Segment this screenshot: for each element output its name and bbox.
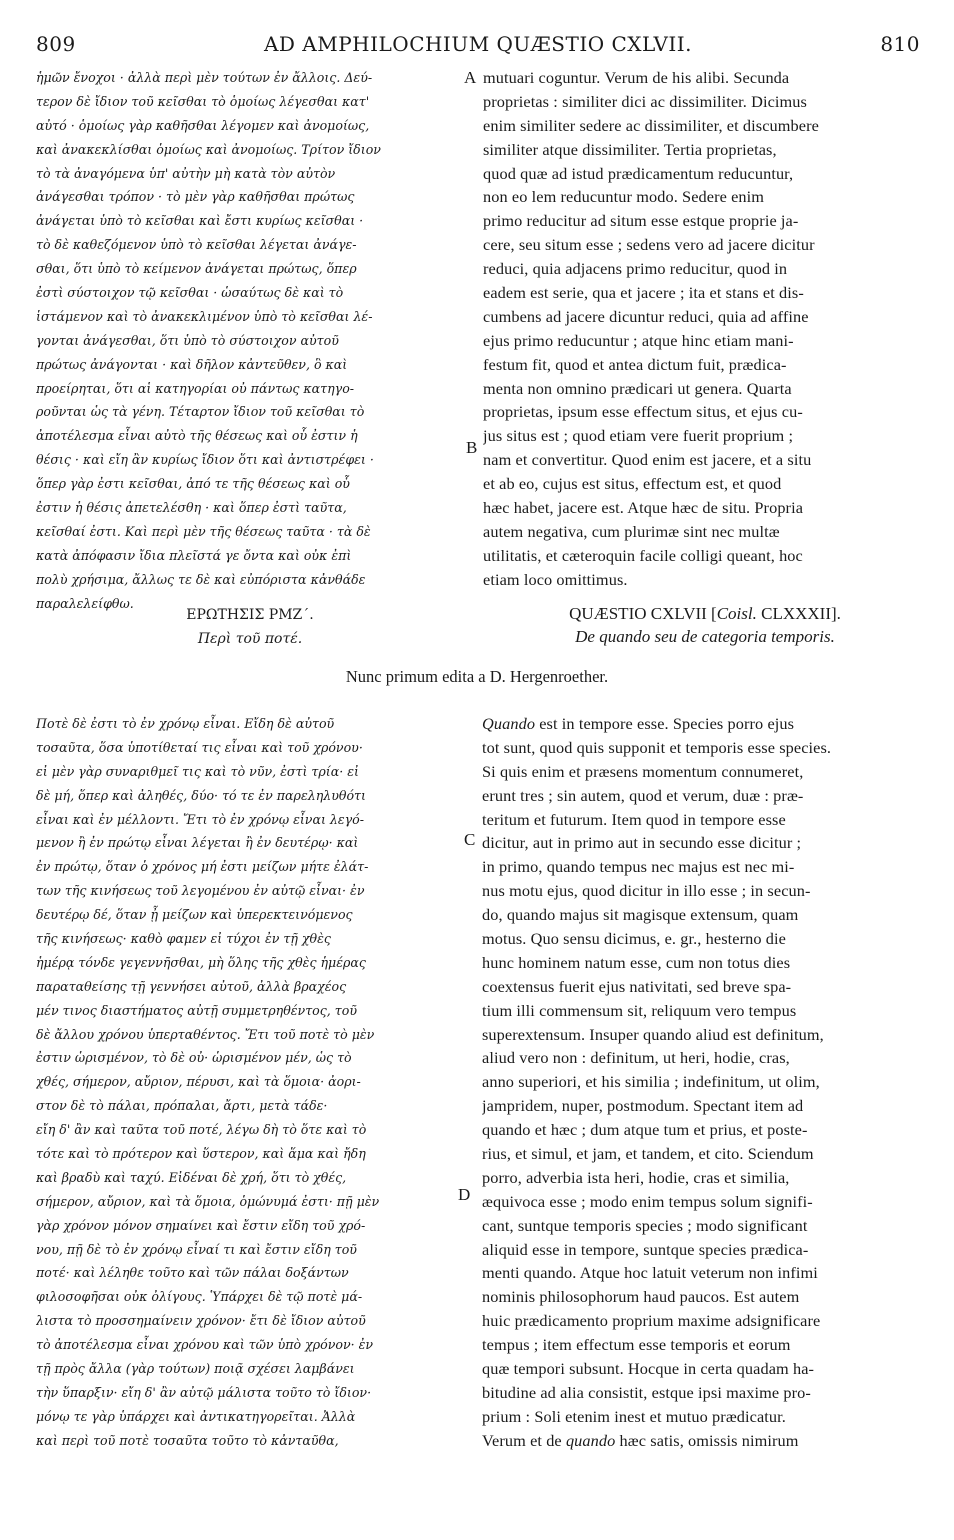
greek-text-line: παραλελείφθω.	[36, 595, 134, 611]
latin-text-line: Si quis enim et præsens momentum connumeret,	[482, 761, 804, 781]
greek-text-line: δευτέρῳ δέ, ὅταν ᾖ μείζων καὶ ὑπερεκτεινόμενος	[36, 907, 353, 923]
latin-text-line: etiam loco omittimus.	[483, 569, 628, 589]
edition-note: Nunc primum edita a D. Hergenroether.	[345, 667, 609, 686]
latin-text-line: cant, suntque temporis species ; modo significant	[482, 1215, 808, 1235]
greek-text-line: δὲ ἄλλου χρόνου ὑπερταθέντος. Ἔτι τοῦ ποτὲ τὸ μὲν	[36, 1026, 375, 1042]
greek-text-line: πρώτως ἀνάγονται · καὶ δῆλον κἀντεῦθεν, ὃ καὶ	[36, 356, 348, 372]
latin-text-line: tot sunt, quod quis supponit et temporis esse species.	[482, 737, 832, 757]
latin-text-line: anno superiori, et his similia ; indefinitum, ut olim,	[482, 1072, 820, 1092]
greek-question-subtitle: Περὶ τοῦ ποτέ.	[197, 631, 303, 647]
greek-text-line: τὸ δὲ καθεζόμενον ὑπὸ τὸ κεῖσθαι λέγεται ἀνάγε-	[36, 237, 357, 253]
greek-text-line: ποτέ· καὶ λέληθε τοῦτο καὶ τῶν πάλαι δοξάντων	[36, 1265, 349, 1281]
greek-text-line: καὶ βραδὺ καὶ ταχύ. Εἰδέναι δὲ χρή, ὅτι τὸ χθές,	[36, 1169, 347, 1185]
latin-text-line: cumbens ad jacere dicuntur reduci, quia ad affine	[483, 306, 809, 326]
latin-question-subtitle: De quando seu de categoria temporis.	[575, 627, 835, 646]
latin-text-line: menta non omnino prædicari ut genera. Quarta	[483, 378, 792, 398]
margin-marker-b: B	[466, 438, 478, 457]
latin-text-line: bitudine ad alia consistit, estque ipsi maxime pro-	[482, 1382, 811, 1402]
latin-text-line: menti quando. Atque hoc latuit veterum non infimi	[482, 1263, 818, 1283]
greek-text-line: ἱστάμενον καὶ τὸ ἀνακεκλιμένον ὑπὸ τὸ κεῖσθαι λέ-	[36, 308, 373, 324]
greek-text-line: θέσις · καὶ εἴη ἂν κυρίως ἴδιον ὅτι καὶ ἀντιστρέφει ·	[36, 452, 374, 468]
greek-text-line: ἡμέρᾳ τόνδε γεγεννῆσθαι, μὴ ὅλης τῆς χθὲς ἡμέρας	[36, 954, 366, 970]
greek-text-line: αὐτό · ὁμοίως γὰρ καθῆσθαι λέγομεν καὶ ἀνομοίως,	[36, 117, 370, 133]
greek-text-line: δὲ μή, ὅπερ καὶ ἀληθές, δύο· τό τε ἐν παρεληλυθότι	[36, 787, 366, 803]
greek-text-line: σθαι, ὅτι ὑπὸ τὸ κείμενον ἀνάγεται πρώτως, ὅπερ	[36, 261, 357, 277]
greek-text-line: καὶ περὶ τοῦ ποτὲ τοσαῦτα τοῦτο τὸ κἀνταῦθα,	[36, 1432, 339, 1448]
latin-text-line: aliquid esse in tempore, suntque species prædica-	[482, 1239, 809, 1259]
latin-text-line: et ab eo, cujus est situs, effectum est, et quod	[483, 474, 782, 494]
latin-text-line: nus motu ejus, quod dicitur in illo esse ; in secun-	[482, 881, 811, 901]
greek-text-line: ἀνάγεσθαι τρόπον · τὸ μὲν γὰρ καθῆσθαι πρώτως	[36, 189, 355, 205]
greek-text-line: εἴη δ' ἂν καὶ ταῦτα τοῦ ποτέ, λέγω δὴ τὸ ὅτε καὶ τὸ	[36, 1122, 367, 1138]
latin-text-line: superextensum. Insuper quando aliud est definitum,	[482, 1024, 824, 1044]
greek-text-line: χθές, σήμερον, αὔριον, πέρυσι, καὶ τὰ ὅμοια· ἀορι-	[36, 1074, 361, 1090]
latin-text-line: hunc hominem natum esse, cum non totus dies	[482, 952, 791, 972]
latin-text-line: festum fit, quod et antea dictum fuit, prædica-	[483, 354, 787, 374]
margin-marker-d: D	[458, 1185, 471, 1204]
latin-text-line: æquivoca esse ; modo enim tempus solum signifi-	[482, 1191, 813, 1211]
greek-text-line: πολὺ χρήσιμα, ἄλλως τε δὲ καὶ εὐπόριστα κἀνθάδε	[36, 571, 366, 587]
latin-text-line: nominis philosophorum haud paucos. Est autem	[482, 1287, 800, 1307]
latin-text-line: proprietas : similiter dici ac dissimiliter. Dicimus	[483, 91, 807, 111]
latin-text-line: tium illi commensum sit, reliquum vero tempus	[482, 1000, 797, 1020]
latin-text-line: dicitur, aut in primo aut in secundo esse dicitur ;	[482, 833, 802, 853]
greek-text-line: κατὰ ἀπόφασιν ἴδια πλεῖστά γε ὄντα καὶ οὐκ ἐπὶ	[36, 547, 352, 563]
latin-text-line: reduci, quia adjacens primo reducitur, quod in	[483, 259, 788, 279]
latin-text-line: autem negativa, cum plurimæ sint nec multæ	[483, 521, 780, 541]
page-number-left: 809	[36, 32, 76, 56]
greek-question-title: ΕΡΩΤΗΣΙΣ ΡΜΖ΄.	[186, 607, 314, 623]
greek-text-line: τὸ ἀποτέλεσμα εἶναι χρόνου καὶ τῶν ὑπὸ χρόνον· ἐν	[36, 1337, 374, 1353]
greek-text-line: τῆς κινήσεως· καθὸ φαμεν εἰ τύχοι ἐν τῇ χθὲς	[36, 931, 331, 947]
greek-text-line: τερον δὲ ἴδιον τοῦ κεῖσθαι τὸ ὁμοίως λέγεσθαι κατ'	[36, 93, 370, 109]
greek-text-line: τοσαῦτα, ὅσα ὑποτίθεταί τις εἶναι καὶ τοῦ χρόνου·	[36, 739, 363, 755]
greek-text-line: τῇ πρὸς ἄλλα (γὰρ τούτων) ποιᾷ σχέσει λαμβάνει	[36, 1361, 355, 1377]
latin-text-line: proprietas, ipsum esse effectum situs, et ejus cu-	[483, 402, 803, 422]
greek-text-line: μέν τινος διαστήματος αὐτῇ συμμετρηθέντος, τοῦ	[36, 1002, 358, 1018]
latin-text-line: jampridem, nuper, postmodum. Spectant item ad	[482, 1096, 804, 1116]
greek-column-upper	[36, 66, 456, 615]
greek-column-lower	[36, 712, 456, 1453]
latin-text-line: Verum et de quando hæc satis, omissis nimirum	[482, 1430, 799, 1450]
latin-text-line: porro, adverbia ista heri, hodie, cras et similia,	[482, 1167, 790, 1187]
greek-text-line: των τῆς κινήσεως τοῦ λεγομένου ἐν αὐτῷ εἶναι· ἐν	[36, 883, 365, 899]
greek-text-line: ἐστιν ὡρισμένον, τὸ δὲ οὐ· ὡρισμένον μέν, ὡς τὸ	[36, 1050, 352, 1066]
latin-text-line: prium : Soli etenim inest et mutuo prædicatur.	[482, 1406, 786, 1426]
greek-text-line: κεῖσθαί ἐστι. Καὶ περὶ μὲν τῆς θέσεως ταῦτα · τὰ δὲ	[36, 523, 371, 539]
latin-text-line: in primo, quando tempus nec majus est nec mi-	[482, 857, 795, 877]
latin-text-line: ejus primo reducuntur ; atque hinc etiam mani-	[483, 330, 794, 350]
latin-text-line: eadem est serie, qua et jacere ; ita et stans et dis-	[483, 283, 804, 303]
latin-text-line: jus situs est ; quod etiam vere fuerit proprium ;	[483, 426, 794, 446]
greek-text-line: Ποτὲ δὲ ἐστι τὸ ἐν χρόνῳ εἶναι. Εἴδη δὲ αὐτοῦ	[36, 716, 335, 731]
greek-text-line: εἰ μὲν γὰρ συναριθμεῖ τις καὶ τὸ νῦν, ἐστὶ τρία· εἰ	[36, 763, 359, 779]
latin-text-line: quæ tempori subsunt. Hocque in certa quadam ha-	[482, 1359, 815, 1379]
greek-text-line: γὰρ χρόνον μόνον σημαίνει καὶ ἔστιν εἴδη τοῦ χρό-	[36, 1217, 366, 1233]
greek-text-line: ὅπερ γὰρ ἐστι κεῖσθαι, ἀπό τε τῆς θέσεως καὶ οὗ	[36, 476, 350, 492]
greek-text-line: προείρηται, ὅτι αἱ κατηγορίαι οὐ πάντως κατηγο-	[36, 380, 355, 396]
page-number-right: 810	[880, 32, 920, 56]
latin-column-upper	[483, 66, 921, 592]
margin-marker-c: C	[464, 830, 476, 849]
running-header	[36, 32, 920, 60]
latin-text-line: similiter atque dissimiliter. Tertia proprietas,	[483, 139, 777, 159]
latin-text-line: tempus ; item effectum esse temporis et eorum	[482, 1335, 791, 1355]
latin-text-line: Quando est in tempore esse. Species porro ejus	[482, 714, 795, 733]
latin-text-line: cere, seu situm esse ; sedens vero ad jacere dicitur	[483, 235, 815, 255]
latin-text-line: erunt tres ; sin autem, quod et verum, duæ : præ-	[482, 785, 804, 805]
greek-text-line: μόνῳ τε γὰρ ὑπάρχει καὶ ἀντικατηγορεῖται. Ἀλλὰ	[36, 1408, 356, 1424]
latin-text-line: utilitatis, et cæteroquin facile colligi queant, hoc	[483, 545, 803, 565]
latin-question-heading	[505, 602, 905, 648]
greek-text-line: μενον ἢ ἐν πρώτῳ εἶναι λέγεται ἢ ἐν δευτέρῳ· καὶ	[36, 835, 359, 851]
greek-text-line: καὶ ἀνακεκλίσθαι ὁμοίως καὶ ἀνομοίως. Τρίτον ἴδιον	[36, 141, 381, 157]
greek-text-line: ἀποτέλεσμα εἶναι αὐτὸ τῆς θέσεως καὶ οὗ ἐστιν ἡ	[36, 428, 358, 444]
greek-text-line: ἡμῶν ἔνοχοι · ἀλλὰ περὶ μὲν τούτων ἐν ἄλλοις. Δεύ-	[36, 70, 373, 85]
greek-text-line: παραταθείσης τῇ γεννήσει αὐτοῦ, ἀλλὰ βραχέος	[36, 978, 347, 994]
greek-text-line: στον δὲ τὸ πάλαι, πρόπαλαι, ἄρτι, μετὰ τάδε·	[36, 1098, 328, 1114]
greek-text-line: λιστα τὸ προσσημαίνειν χρόνον· ἔτι δὲ ἴδιον αὐτοῦ	[36, 1313, 366, 1329]
latin-text-line: quod quæ ad istud prædicamentum reducuntur,	[483, 163, 794, 183]
latin-text-line: mutuari coguntur. Verum de his alibi. Secunda	[483, 68, 790, 87]
latin-text-line: enim similiter sedere ac dissimiliter, et discumbere	[483, 115, 819, 135]
latin-text-line: nam et convertitur. Quod enim est jacere, et a situ	[483, 450, 812, 470]
greek-text-line: ἐστιν ἡ θέσις ἀπετελέσθη · καὶ ὅπερ ἐστὶ ταῦτα,	[36, 500, 347, 516]
latin-text-line: primo reducitur ad situm esse estque proprie ja-	[483, 211, 799, 231]
greek-question-heading	[150, 604, 350, 650]
greek-text-line: τὸ τὰ ἀναγόμενα ὑπ' αὐτὴν μὴ κατὰ τὸν αὐτὸν	[36, 165, 336, 181]
running-title: AD AMPHILOCHIUM QUÆSTIO CXLVII.	[263, 32, 693, 56]
margin-marker-a: A	[464, 68, 477, 87]
latin-text-line: huic prædicamento proprium maxime adsignificare	[482, 1311, 821, 1331]
greek-text-line: σήμερον, αὔριον, καὶ τὰ ὅμοια, ὁμώνυμά ἐστι· πῇ μὲν	[36, 1193, 380, 1209]
latin-text-line: non eo lem reducuntur modo. Sedere enim	[483, 187, 765, 207]
latin-text-line: aliud vero non : definitum, ut heri, hodie, cras,	[482, 1048, 790, 1068]
greek-text-line: εἶναι καὶ ἐν μέλλοντι. Ἔτι τὸ ἐν χρόνῳ εἶναι λεγό-	[36, 811, 364, 827]
greek-text-line: γονται ἀνάγεσθαι, ὅτι ὑπὸ τὸ σύστοιχον αὐτοῦ	[36, 332, 339, 348]
greek-text-line: φιλοσοφῆσαι οὐκ ὀλίγους. Ὑπάρχει δὲ τῷ ποτὲ μά-	[36, 1289, 363, 1305]
latin-text-line: motus. Quo sensu dicimus, e. gr., hesterno die	[482, 929, 786, 949]
latin-text-line: quando et hæc ; dum atque tum et prius, et poste-	[482, 1120, 808, 1140]
latin-text-line: coextensus fuerit ejus nativitati, sed breve spa-	[482, 976, 792, 996]
greek-text-line: τότε καὶ τὸ πρότερον καὶ ὕστερον, καὶ ἅμα καὶ ἤδη	[36, 1146, 366, 1162]
greek-text-line: ἀνάγεται ὑπὸ τὸ κεῖσθαι καὶ ἔστι κυρίως κεῖσθαι ·	[36, 213, 364, 229]
greek-text-line: ἐστὶ σύστοιχον τῷ κεῖσθαι · ὡσαύτως δὲ καὶ τὸ	[36, 285, 344, 301]
latin-column-lower	[482, 712, 922, 1453]
greek-text-line: ροῦνται ὡς τὰ γένη. Τέταρτον ἴδιον τοῦ κεῖσθαι τὸ	[36, 404, 365, 420]
latin-text-line: teritum et futurum. Item quod in tempore esse	[482, 809, 786, 829]
greek-text-line: ἐν πρώτῳ, ὅταν ὁ χρόνος μή ἐστι μείζων μήτε ἐλάτ-	[36, 859, 369, 875]
latin-text-line: hæc habet, jacere est. Atque hæc de situ. Propria	[483, 498, 804, 518]
greek-text-line: τὴν ὕπαρξιν· εἴη δ' ἂν αὐτῷ μάλιστα τοῦτο τὸ ἴδιον·	[36, 1384, 372, 1400]
latin-text-line: do, quando majus sit magisque extensum, quam	[482, 905, 799, 925]
latin-question-title: QUÆSTIO CXLVII [Coisl. CLXXXII].	[569, 604, 841, 623]
greek-text-line: νου, πῇ δὲ τὸ ἐν χρόνῳ εἶναί τι καὶ ἔστιν εἴδη τοῦ	[36, 1241, 357, 1257]
latin-text-line: rius, et simul, et jam, et tandem, et cito. Sciendum	[482, 1144, 814, 1164]
